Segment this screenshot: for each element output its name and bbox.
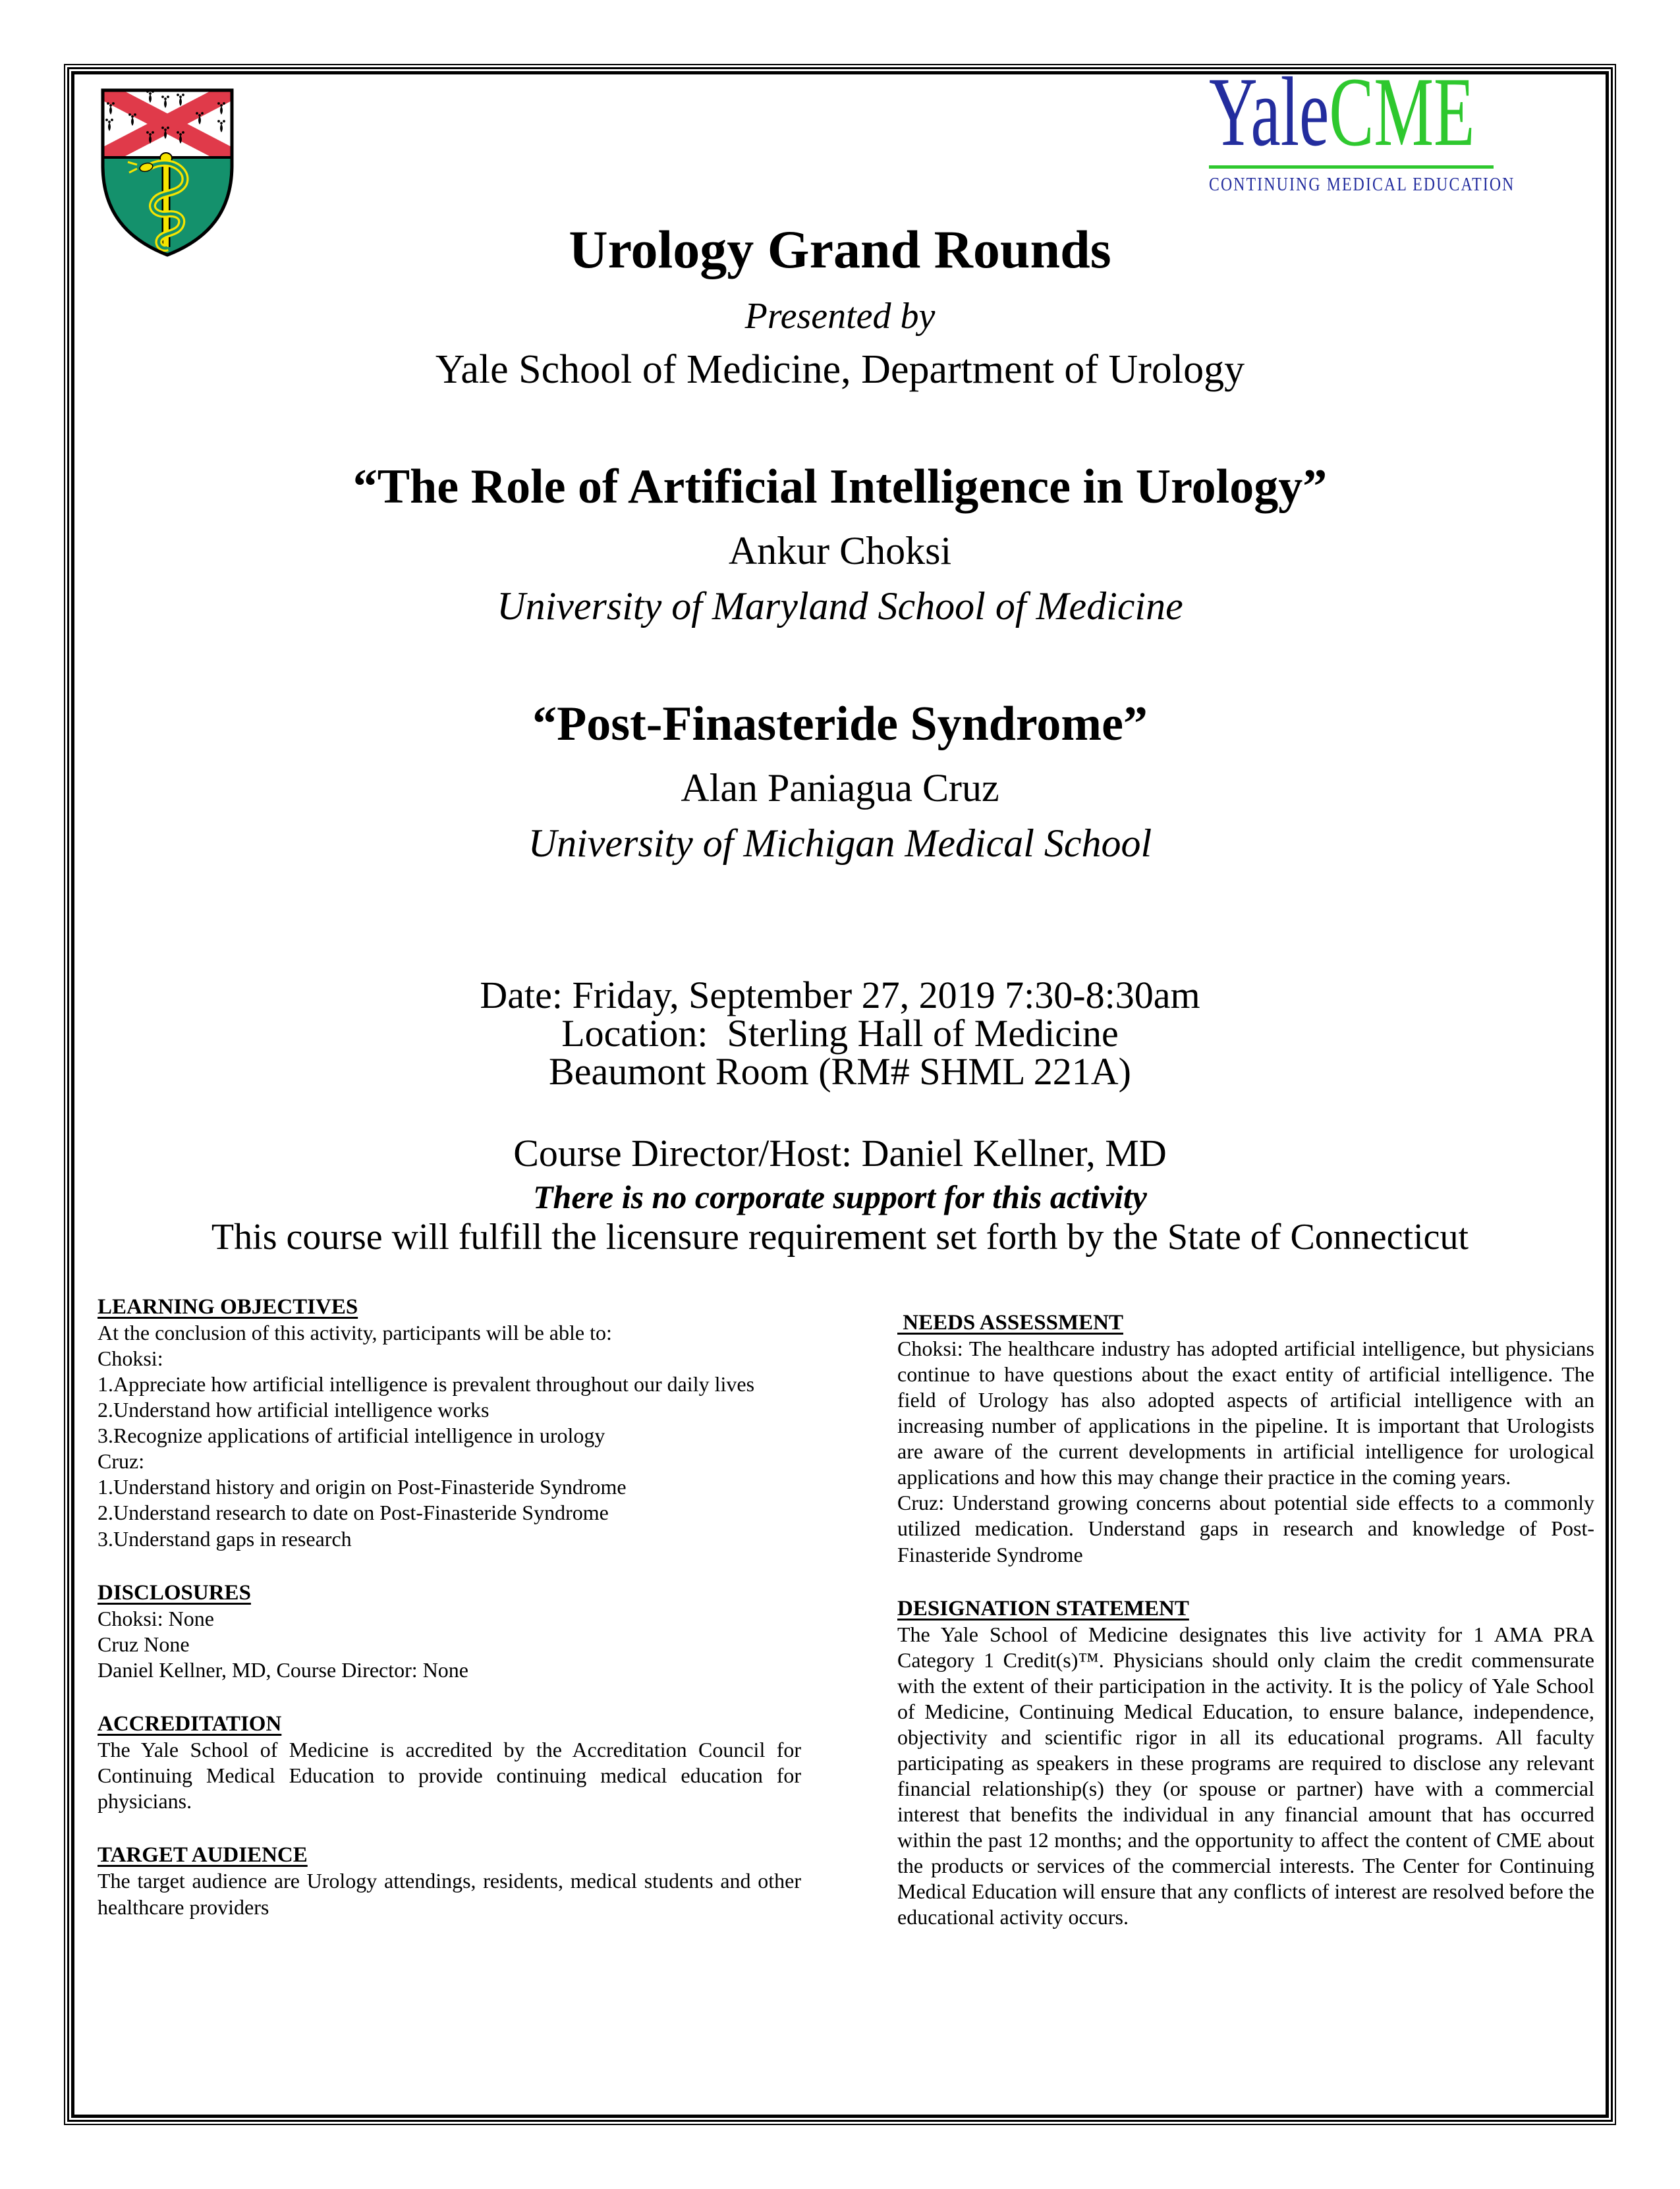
cme-wordmark-cme: CME [1329, 57, 1475, 167]
disclosures-section [98, 1580, 801, 1683]
cme-logo-subtitle: CONTINUING MEDICAL EDUCATION [1209, 175, 1515, 195]
accreditation-body: The Yale School of Medicine is accredited by the Accreditation Council for Continuing Medical Education to provide continuing medical education for physicians. [98, 1738, 801, 1814]
learning-objective-item: 2.Understand research to date on Post-Finasteride Syndrome [98, 1501, 609, 1525]
event-room-line: Beaumont Room (RM# SHML 221A) [549, 1050, 1131, 1093]
corporate-support-line: There is no corporate support for this activity [533, 1178, 1147, 1215]
page-title: Urology Grand Rounds [569, 219, 1111, 279]
course-director-line: Course Director/Host: Daniel Kellner, MD [513, 1132, 1167, 1175]
designation-statement-body: The Yale School of Medicine designates this live activity for 1 AMA PRA Category 1 Credit(s)™. Physicians should only claim the credit commensurate with the extent of their participation in the activity. It is the policy of Yale School of Medicine, Continuing Medical Education, to ensure balance, independence, objectivity and scientific rigor in all its educational programs. All faculty participating as speakers in these programs are required to disclose any relevant financial relationship(s) they (or spouse or partner) have with a commercial interest that benefits the individual in any financial amount that has occurred within the past 12 months; and the opportunity to affect the content of CME about the products or services of the commercial interests. The Center for Continuing Medical Education will ensure that any conflicts of interest are resolved before the educational activity occurs. [897, 1622, 1594, 1929]
learning-objective-item: 3.Recognize applications of artificial intelligence in urology [98, 1424, 605, 1448]
talk1-affiliation: University of Maryland School of Medicine [497, 584, 1183, 628]
target-audience-body: The target audience are Urology attendings, residents, medical students and other healthcare providers [98, 1869, 801, 1919]
learning-objectives-choksi-label: Choksi: [98, 1346, 163, 1371]
learning-objectives-cruz-label: Cruz: [98, 1449, 145, 1474]
talk2-title: “Post-Finasteride Syndrome” [532, 697, 1148, 751]
designation-statement-heading: DESIGNATION STATEMENT [897, 1596, 1189, 1621]
learning-objectives-section [98, 1294, 801, 1552]
column-gap [801, 1294, 897, 1930]
talk1-title: “The Role of Artificial Intelligence in Urology” [352, 460, 1328, 514]
needs-assessment-cruz: Cruz: Understand growing concerns about potential side effects to a commonly utilized medication. Understand gaps in research and knowledge of Post-Finasteride Syndrome [897, 1491, 1594, 1566]
disclosure-line: Daniel Kellner, MD, Course Director: None [98, 1657, 468, 1682]
needs-assessment-section [897, 1310, 1594, 1568]
licensure-line: This course will fulfill the licensure requirement set forth by the State of Connecticut [211, 1217, 1469, 1258]
event-date-line: Date: Friday, September 27, 2019 7:30-8:30am [480, 974, 1200, 1016]
fine-print-columns [98, 1294, 1594, 1930]
talk2-affiliation: University of Michigan Medical School [528, 821, 1152, 865]
needs-assessment-heading: NEEDS ASSESSMENT [897, 1311, 1123, 1335]
organization-line: Yale School of Medicine, Department of Urology [435, 347, 1245, 392]
talk1-speaker: Ankur Choksi [728, 529, 952, 572]
yale-cme-wordmark [1209, 57, 1475, 167]
presented-by-line: Presented by [744, 296, 936, 337]
disclosures-heading: DISCLOSURES [98, 1580, 251, 1605]
learning-objective-item: 1.Appreciate how artificial intelligence is prevalent throughout our daily lives [98, 1372, 755, 1397]
target-audience-section [98, 1842, 801, 1920]
yale-cme-logo [1209, 57, 1515, 196]
event-location-line: Location: Sterling Hall of Medicine [561, 1012, 1119, 1055]
accreditation-heading: ACCREDITATION [98, 1711, 282, 1736]
left-column [98, 1294, 801, 1930]
needs-assessment-choksi: Choksi: The healthcare industry has adopted artificial intelligence, but physicians continue to have questions about the exact entity of artificial intelligence. The field of Urology has also adopted aspects of artificial intelligence with an increasing number of applications in the pipeline. It is important that Urologists are aware of the current developments in artificial intelligence for urological applications and how this may change their practice in the coming years. [897, 1337, 1594, 1489]
learning-objective-item: 2.Understand how artificial intelligence works [98, 1398, 490, 1422]
target-audience-heading: TARGET AUDIENCE [98, 1843, 308, 1868]
disclosure-line: Choksi: None [98, 1606, 214, 1630]
accreditation-section [98, 1711, 801, 1814]
learning-objectives-heading: LEARNING OBJECTIVES [98, 1295, 358, 1319]
learning-objective-item: 1.Understand history and origin on Post-Finasteride Syndrome [98, 1475, 627, 1499]
learning-objective-item: 3.Understand gaps in research [98, 1526, 352, 1551]
yale-medicine-shield-icon [98, 88, 237, 259]
disclosure-line: Cruz None [98, 1632, 190, 1656]
cme-wordmark-yale: Yale [1209, 57, 1330, 167]
designation-statement-section [897, 1595, 1594, 1931]
learning-objectives-intro: At the conclusion of this activity, participants will be able to: [98, 1321, 612, 1345]
talk2-speaker: Alan Paniagua Cruz [681, 766, 999, 810]
event-details [0, 976, 1680, 1091]
right-column [897, 1294, 1594, 1930]
